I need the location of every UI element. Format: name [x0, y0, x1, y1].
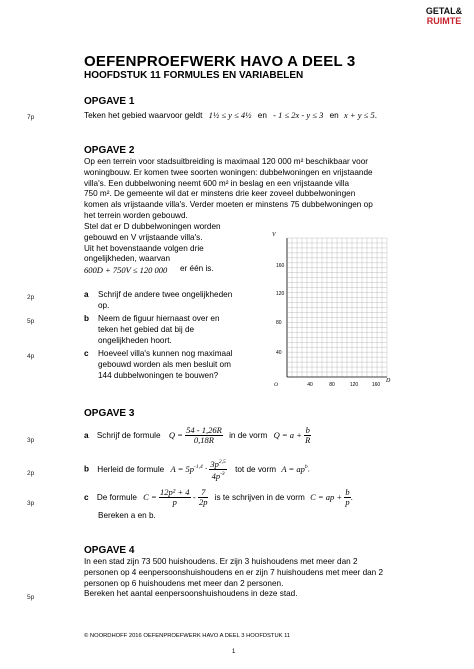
q3a-label: a	[84, 431, 89, 440]
q1-en1: en	[257, 111, 267, 120]
q2a	[84, 290, 233, 310]
q2-setup-line: Uit het bovenstaande volgen drie	[84, 243, 204, 253]
q3b-lhs: A = 5p	[170, 463, 195, 474]
q3b-form: A = ap	[281, 463, 305, 474]
q3a-numerator: 54 - 1,26R	[186, 425, 222, 436]
q3c-denominator1: p	[172, 497, 177, 508]
q3a-text2: in de vorm	[229, 431, 268, 440]
q3b	[84, 458, 310, 481]
q3a-lhs: Q =	[168, 430, 183, 440]
q2b-line: teken het gebied dat bij de	[98, 324, 195, 334]
y-axis-label: V	[272, 232, 276, 238]
q1-ineq1: 1½ ≤ y ≤ 4½	[208, 110, 252, 120]
logo	[420, 6, 468, 28]
q3b-num-base: 3p	[210, 458, 219, 469]
page-title: OEFENPROEFWERK HAVO A DEEL 3	[84, 53, 356, 70]
q2-intro	[84, 157, 373, 222]
q3a-denominator: 0,18R	[193, 435, 214, 446]
q2c-points: 4p	[27, 353, 35, 360]
q1-heading: OPGAVE 1	[84, 96, 135, 107]
y-tick-label: 80	[276, 320, 282, 326]
q3c-form-denominator: p	[345, 497, 350, 508]
x-tick-label: 40	[307, 382, 313, 388]
q3c-numerator1: 12p² + 4	[159, 487, 190, 498]
page-subtitle: HOOFDSTUK 11 FORMULES EN VARIABELEN	[84, 70, 304, 81]
q2-intro-line: villa's. Een dubbelwoning neemt 600 m² in beslag en een vrijstaande villa	[84, 178, 350, 188]
q4-line: personen op 6 huishoudens met meer dan 2 personen.	[84, 578, 284, 588]
q2-intro-line: het terrein worden gebouwd.	[84, 210, 188, 220]
q3b-form-exp: b	[304, 463, 308, 470]
q2-setup-line: ongelijkheden, waarvan	[84, 254, 171, 264]
q3c-fraction2	[198, 488, 209, 507]
x-tick-label: 120	[349, 382, 359, 388]
q2b-line: ongelijkheden hoort.	[98, 335, 172, 345]
q1-en2: en	[329, 111, 339, 120]
q1-points: 7p	[27, 114, 35, 121]
q2a-points: 2p	[27, 294, 35, 301]
q4-points: 5p	[27, 594, 35, 601]
blank-grid-figure	[270, 230, 392, 390]
q2-setup	[84, 222, 221, 275]
q3a-fraction	[185, 426, 223, 445]
x-tick-label: 80	[329, 382, 335, 388]
y-tick-labels	[276, 263, 285, 356]
q3c-form-numerator: b	[345, 487, 350, 498]
q3c-minus: -	[192, 492, 196, 502]
y-tick-label: 40	[276, 350, 282, 356]
q3c-line2: Bereken a en b.	[98, 511, 156, 520]
x-tick-labels	[307, 382, 380, 388]
q3a-form-denominator: R	[305, 435, 311, 446]
q2c-line: Hoeveel villa's kunnen nog maximaal	[98, 349, 233, 358]
q2c-text	[98, 349, 232, 381]
logo-line1: GETAL&	[425, 6, 463, 16]
q2c-line: 144 dubbelwoningen te bouwen?	[98, 370, 219, 380]
q3b-label: b	[84, 464, 90, 474]
q3b-period: .	[307, 464, 310, 474]
q3c-fraction1	[159, 488, 191, 507]
grid-lines	[287, 238, 387, 377]
q2b	[84, 314, 220, 345]
q3c-label: c	[84, 493, 89, 502]
q2-intro-line: woningbouw. Er komen twee soorten woningen: dubbelwoningen en vrijstaande	[84, 167, 373, 177]
q4-line: Bereken het aantal eenpersoonshuishoudens in deze stad.	[84, 589, 298, 599]
q3b-text2: tot de vorm	[235, 464, 277, 474]
q3b-dot: ·	[205, 463, 208, 474]
q2b-label: b	[84, 314, 90, 323]
q1-text	[84, 110, 377, 122]
q3c-period: .	[350, 493, 353, 502]
q2-setup-line: er één is.	[180, 264, 214, 274]
q3c-points: 3p	[27, 500, 35, 507]
q2a-text	[98, 290, 232, 312]
q3a-form-numerator: b	[305, 425, 310, 436]
q4-line: In een stad zijn 73 500 huishoudens. Er zijn 3 huishoudens met meer dan 2	[84, 557, 358, 566]
y-tick-label: 120	[276, 291, 285, 297]
q4-line: personen op 4 eenpersoonshuishoudens en er zijn 7 huishoudens met meer dan 2	[84, 567, 384, 577]
q1-instruction: Teken het gebied waarvoor geldt	[84, 111, 203, 120]
q3a	[84, 425, 311, 447]
q3b-fraction	[209, 458, 226, 481]
origin-label: O	[274, 382, 278, 388]
q2a-label: a	[84, 290, 89, 299]
q3a-form-fraction	[304, 426, 311, 445]
q2b-text	[98, 314, 220, 346]
q2-setup-line: Stel dat er D dubbelwoningen worden	[84, 222, 221, 231]
q2a-line: op.	[98, 300, 110, 310]
q3b-points: 2p	[27, 470, 35, 477]
q3c-lhs: C =	[143, 492, 157, 502]
q3c-text2: is te schrijven in de vorm	[214, 493, 305, 502]
q2-intro-line: 750 m². De gemeente wil dat er minstens drie keer zoveel dubbelwoningen	[84, 189, 356, 199]
q2c-line: gebouwd worden als men besluit om	[98, 359, 231, 369]
q3b-num-exp: 2,5	[218, 459, 226, 465]
q2b-line: Neem de figuur hiernaast over en	[98, 314, 220, 323]
q3b-den-base: 4p	[211, 470, 221, 481]
q3c-form-lhs: C = ap +	[310, 492, 343, 502]
q1-period: .	[374, 111, 377, 120]
q1-ineq3: x + y ≤ 5	[344, 110, 375, 120]
q2-intro-line: komen als vrijstaande villa's. Verder moeten er minstens 75 dubbelwoningen op	[84, 200, 373, 210]
page-number: 1	[232, 649, 236, 655]
x-tick-label: 160	[371, 382, 381, 388]
q3c-numerator2: 7	[198, 488, 209, 498]
q2-given-inequality: 600D + 750V ≤ 120 000	[84, 265, 168, 276]
q2-heading: OPGAVE 2	[84, 145, 135, 156]
q3b-text1: Herleid de formule	[97, 464, 165, 474]
q1-ineq2: - 1 ≤ 2x - y ≤ 3	[273, 110, 324, 120]
q3b-den-exp: -3	[220, 470, 225, 477]
q2-setup-line: gebouwd en V vrijstaande villa's.	[84, 232, 203, 242]
q2a-line: Schrijf de andere twee ongelijkheden	[98, 290, 233, 299]
logo-line2: RUIMTE	[426, 16, 462, 26]
footer-copyright: © NOORDHOFF 2016 OEFENPROEFWERK HAVO A DEEL 3 HOOFDSTUK 11	[84, 633, 291, 639]
q3a-form-lhs: Q = a +	[273, 430, 302, 440]
q3c	[84, 487, 353, 509]
q3c-text1: De formule	[96, 493, 137, 502]
q3b-numerator	[209, 458, 226, 470]
y-tick-label: 160	[276, 263, 285, 269]
q3-heading: OPGAVE 3	[84, 408, 135, 419]
q2c-label: c	[84, 349, 89, 358]
q2b-points: 5p	[27, 318, 35, 325]
q3c-denominator2: 2p	[198, 497, 208, 508]
q4-heading: OPGAVE 4	[84, 545, 135, 556]
q4-body	[84, 557, 383, 600]
q3a-text1: Schrijf de formule	[96, 431, 161, 440]
q2-intro-line: Op een terrein voor stadsuitbreiding is maximaal 120 000 m² beschikbaar voor	[84, 157, 368, 166]
q3b-exp1: -1,4	[194, 463, 203, 470]
q3a-points: 3p	[27, 437, 35, 444]
q3b-denominator	[209, 470, 226, 481]
x-axis-label: D	[386, 378, 391, 384]
q2c	[84, 349, 233, 380]
